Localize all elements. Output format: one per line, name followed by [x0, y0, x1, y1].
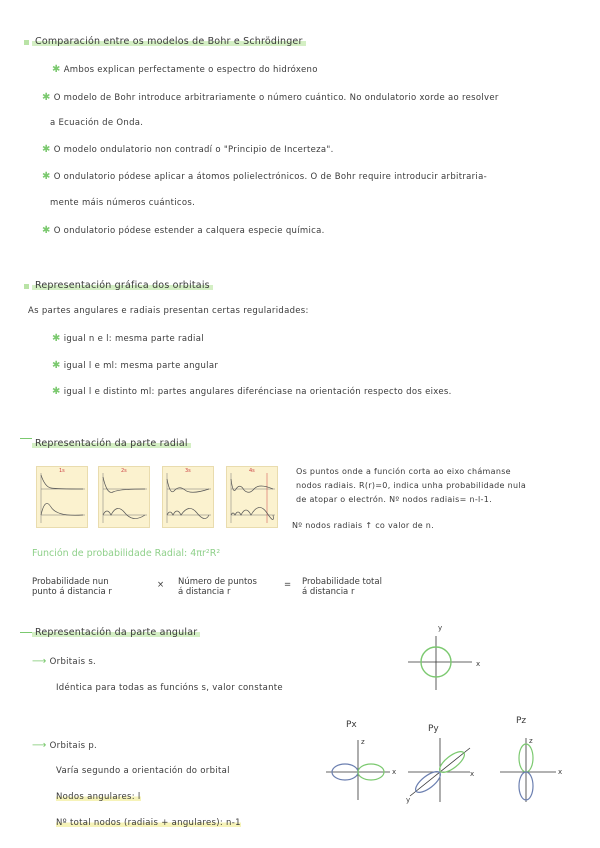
bullet-4: ✱ O ondulatorio pódese aplicar a átomos polielectrónicos. O de Bohr require introducir arbitraria- [42, 171, 487, 182]
star-icon: ✱ [42, 171, 51, 182]
radial-graph-2s [98, 466, 150, 528]
radial-graph-3s [162, 466, 214, 528]
px-axis-z: z [361, 738, 365, 746]
star-icon: ✱ [52, 64, 61, 75]
prob-function-title: Función de probabilidade Radial: 4πr²R² [32, 548, 221, 559]
star-icon: ✱ [42, 144, 51, 155]
pz-label: Pz [516, 716, 527, 726]
arrow-right-icon: ⟶ [32, 656, 47, 667]
star-icon: ✱ [52, 386, 61, 397]
px-orbital-diagram [324, 734, 397, 804]
graph-label: 2s [121, 468, 127, 474]
formula-left-line2: punto á distancia r [32, 587, 112, 597]
star-icon: ✱ [42, 225, 51, 236]
section-marker [24, 40, 29, 45]
axis-label-y: y [438, 624, 443, 632]
radial-graph-4s [226, 466, 278, 528]
py-axis-x: x [470, 770, 475, 778]
formula-right-line2: á distancia r [302, 587, 355, 597]
bullet-5: ✱ O ondulatorio pódese estender a calquera especie química. [42, 225, 325, 236]
formula-times: × [157, 580, 165, 590]
pz-axis-x: x [558, 768, 563, 776]
p-total-nodes: Nº total nodos (radiais + angulares): n-1 [56, 818, 241, 828]
p-angular-nodes: Nodos angulares: l [56, 792, 141, 802]
pz-axis-z: z [529, 737, 533, 745]
graph-label: 1s [59, 468, 65, 474]
bullet-4-cont: mente máis números cuánticos. [50, 198, 196, 208]
s-orbital-diagram [402, 624, 484, 694]
px-label: Px [346, 720, 357, 730]
section-title-bohr-schrodinger: Comparación entre os modelos de Bohr e Schrödinger [32, 36, 306, 47]
orbitais-p-text: Varía segundo a orientación do orbital [56, 766, 230, 776]
bullet-3: ✱ O modelo ondulatorio non contradí o "Principio de Incerteza". [42, 144, 334, 155]
graph-label: 4s [249, 468, 255, 474]
formula-left [32, 577, 112, 597]
formula-right [302, 577, 382, 597]
axis-label-x: x [476, 660, 481, 668]
py-orbital-diagram [402, 734, 478, 806]
formula-equals: = [284, 580, 292, 590]
bullet-2-cont: a Ecuación de Onda. [50, 118, 144, 128]
formula-mid-line1: Número de puntos [178, 577, 257, 587]
orbitais-s-text: Idéntica para todas as funcións s, valor constante [56, 683, 283, 693]
formula-mid-line2: á distancia r [178, 587, 231, 597]
nodes-text-1: Os puntos onde a función corta ao eixo chámanse [296, 467, 511, 476]
section-title-angular: Representación da parte angular [32, 627, 200, 638]
intro-text: As partes angulares e radiais presentan certas regularidades: [28, 306, 309, 316]
regularity-2: ✱ igual l e ml: mesma parte angular [52, 360, 219, 371]
radial-graph-1s [36, 466, 88, 528]
section-title-orbitais: Representación gráfica dos orbitais [32, 280, 213, 291]
nodes-text-2: nodos radiais. R(r)=0, indica unha probabilidade nula [296, 481, 527, 490]
star-icon: ✱ [52, 360, 61, 371]
dash-marker [20, 632, 32, 633]
py-label: Py [428, 724, 439, 734]
px-axis-x: x [392, 768, 397, 776]
dash-marker [20, 438, 32, 439]
formula-middle [178, 577, 257, 597]
py-axis-y: y [406, 796, 411, 804]
nodes-text-3: de atopar o electrón. Nº nodos radiais= n-l-1. [296, 495, 492, 504]
graph-label: 3s [185, 468, 191, 474]
orbitais-s-label: ⟶ Orbitais s. [32, 656, 97, 667]
nodes-note: Nº nodos radiais ↑ co valor de n. [292, 521, 434, 530]
bullet-1: ✱ Ambos explican perfectamente o espectro do hidróxeno [52, 64, 318, 75]
section-title-radial: Representación da parte radial [32, 438, 191, 449]
bullet-2: ✱ O modelo de Bohr introduce arbitrariamente o número cuántico. No ondulatorio xorde ao resolver [42, 92, 499, 103]
star-icon: ✱ [42, 92, 51, 103]
star-icon: ✱ [52, 333, 61, 344]
formula-left-line1: Probabilidade nun [32, 577, 109, 587]
regularity-1: ✱ igual n e l: mesma parte radial [52, 333, 204, 344]
orbitais-p-label: ⟶ Orbitais p. [32, 740, 98, 751]
formula-right-line1: Probabilidade total [302, 577, 382, 587]
section-marker [24, 284, 29, 289]
arrow-right-icon: ⟶ [32, 740, 47, 751]
regularity-3: ✱ igual l e distinto ml: partes angulares diferénciase na orientación respecto dos eixes. [52, 386, 452, 397]
